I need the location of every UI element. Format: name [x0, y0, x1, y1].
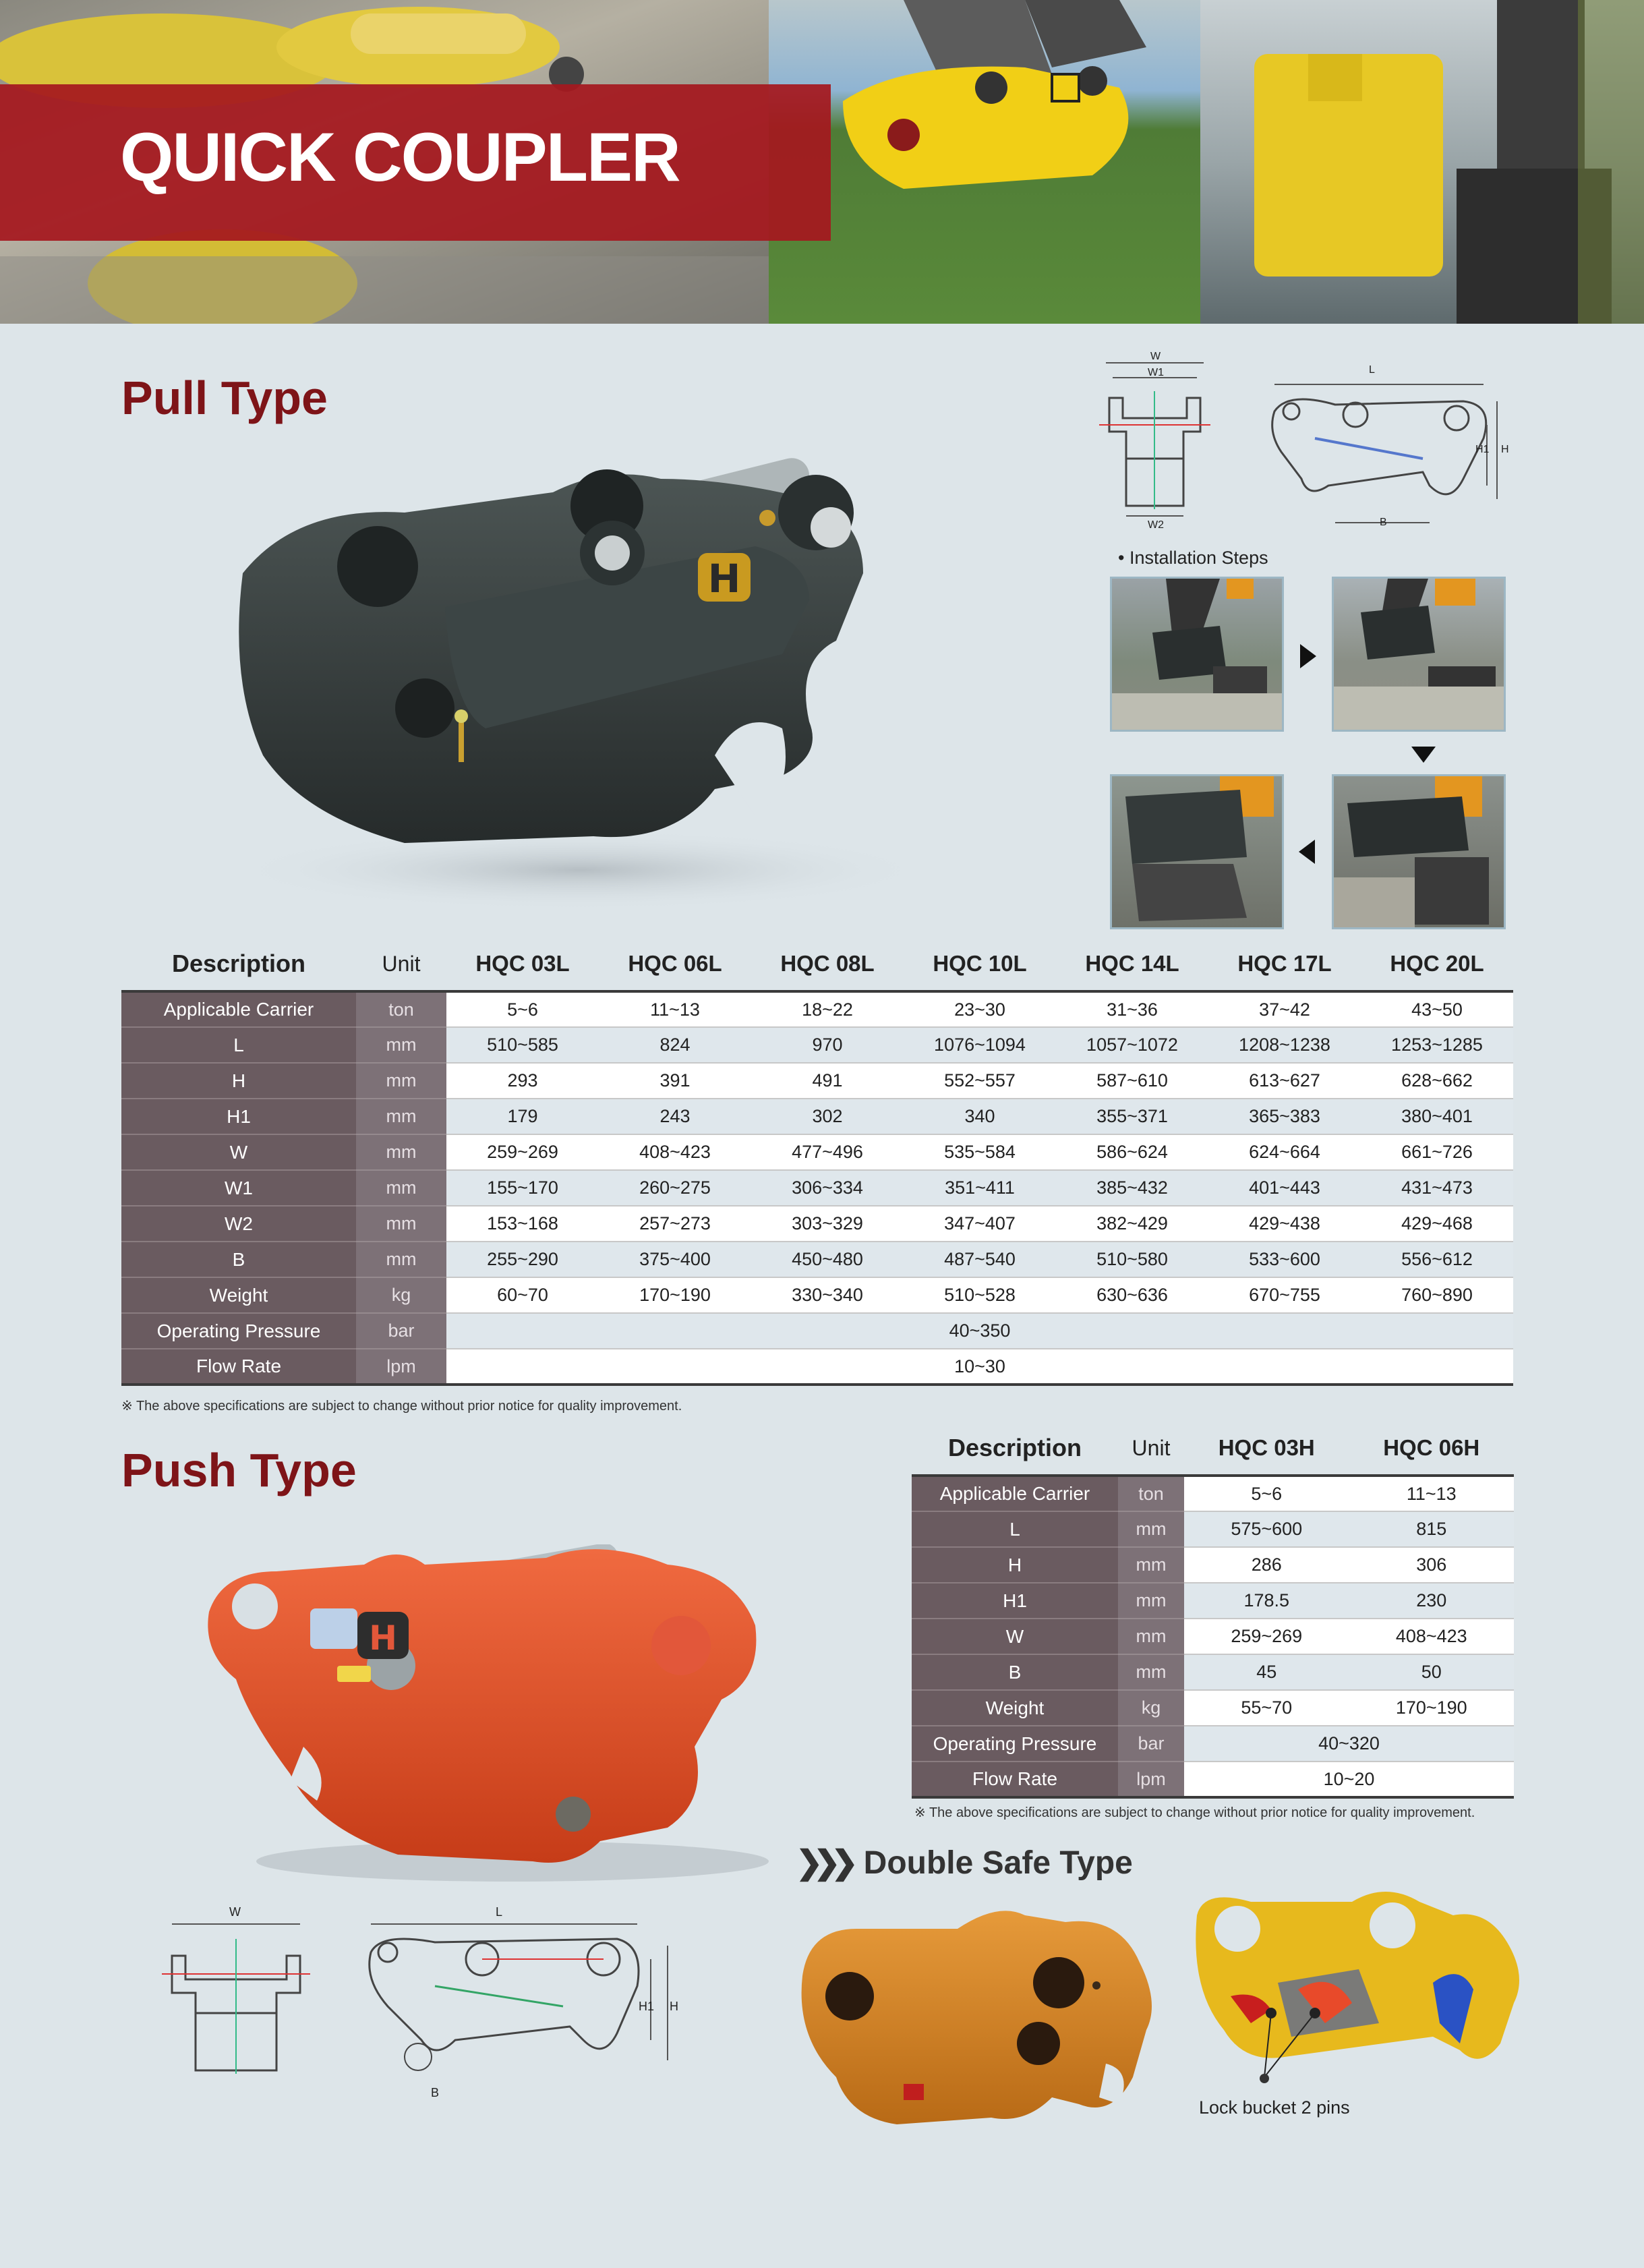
cell-value: 31~36 — [1056, 991, 1208, 1027]
cell-value: 306 — [1349, 1547, 1515, 1583]
cell-value: 55~70 — [1184, 1690, 1349, 1726]
push-dim-l: L — [496, 1905, 503, 1919]
installation-steps-label: • Installation Steps — [1118, 548, 1268, 568]
banner-photo-3 — [1200, 0, 1644, 324]
row-label: W2 — [121, 1206, 356, 1242]
pull-header-model: HQC 10L — [904, 937, 1056, 991]
cell-value: 40~350 — [446, 1313, 1513, 1349]
cell-value: 5~6 — [1184, 1476, 1349, 1511]
cell-value: 10~30 — [446, 1349, 1513, 1385]
cell-value: 302 — [751, 1099, 904, 1134]
cell-value: 1076~1094 — [904, 1027, 1056, 1063]
push-dim-h: H — [670, 2000, 678, 2013]
cell-value: 628~662 — [1361, 1063, 1513, 1099]
cell-value: 477~496 — [751, 1134, 904, 1170]
pull-table-row — [121, 1206, 1513, 1242]
cell-value: 391 — [599, 1063, 751, 1099]
cell-value: 586~624 — [1056, 1134, 1208, 1170]
banner-photo-2 — [769, 0, 1200, 324]
cell-value: 630~636 — [1056, 1277, 1208, 1313]
push-dim-w: W — [229, 1905, 241, 1919]
cell-value: 970 — [751, 1027, 904, 1063]
pull-header-model: HQC 14L — [1056, 937, 1208, 991]
pull-header-model: HQC 03L — [446, 937, 599, 991]
cell-value: 375~400 — [599, 1242, 751, 1277]
triple-chevron-icon: ❯❯❯ — [796, 1845, 849, 1881]
installation-step-2 — [1332, 577, 1506, 732]
pull-header-model: HQC 20L — [1361, 937, 1513, 991]
row-unit: kg — [356, 1277, 446, 1313]
cell-value: 450~480 — [751, 1242, 904, 1277]
cell-value: 535~584 — [904, 1134, 1056, 1170]
pull-header-description: Description — [121, 937, 356, 991]
cell-value: 487~540 — [904, 1242, 1056, 1277]
double-safe-cutaway-image — [1190, 1888, 1527, 2097]
row-unit: lpm — [1118, 1762, 1184, 1797]
cell-value: 355~371 — [1056, 1099, 1208, 1134]
row-unit: ton — [356, 991, 446, 1027]
push-table-row — [912, 1762, 1514, 1797]
row-unit: mm — [356, 1099, 446, 1134]
pull-dim-b: B — [1380, 517, 1387, 528]
cell-value: 429~438 — [1208, 1206, 1361, 1242]
pull-dim-h: H — [1501, 444, 1509, 455]
push-table-row — [912, 1726, 1514, 1762]
pull-spec-note: ※ The above specifications are subject to change without prior notice for quality improvement. — [121, 1399, 682, 1414]
pull-header-model: HQC 06L — [599, 937, 751, 991]
cell-value: 1253~1285 — [1361, 1027, 1513, 1063]
cell-value: 40~320 — [1184, 1726, 1514, 1762]
svg-text:H: H — [707, 556, 741, 602]
cell-value: 243 — [599, 1099, 751, 1134]
cell-value: 11~13 — [1349, 1476, 1515, 1511]
pull-header-unit: Unit — [356, 937, 446, 991]
cell-value: 431~473 — [1361, 1170, 1513, 1206]
cell-value: 401~443 — [1208, 1170, 1361, 1206]
push-header-model: HQC 03H — [1184, 1422, 1349, 1476]
cell-value: 1057~1072 — [1056, 1027, 1208, 1063]
cell-value: 408~423 — [1349, 1619, 1515, 1654]
cell-value: 587~610 — [1056, 1063, 1208, 1099]
cell-value: 575~600 — [1184, 1511, 1349, 1547]
cell-value: 510~580 — [1056, 1242, 1208, 1277]
row-label: Weight — [912, 1690, 1118, 1726]
row-unit: mm — [356, 1027, 446, 1063]
push-table-row — [912, 1547, 1514, 1583]
row-label: W1 — [121, 1170, 356, 1206]
pull-table-row — [121, 1277, 1513, 1313]
title-bar — [0, 84, 831, 241]
cell-value: 347~407 — [904, 1206, 1056, 1242]
row-label: L — [912, 1511, 1118, 1547]
row-unit: mm — [1118, 1547, 1184, 1583]
row-label: Applicable Carrier — [121, 991, 356, 1027]
push-table-row — [912, 1654, 1514, 1690]
row-unit: mm — [356, 1242, 446, 1277]
cell-value: 37~42 — [1208, 991, 1361, 1027]
pull-type-product-image — [202, 438, 971, 910]
cell-value: 155~170 — [446, 1170, 599, 1206]
cell-value: 306~334 — [751, 1170, 904, 1206]
row-label: Weight — [121, 1277, 356, 1313]
push-type-product-image — [196, 1544, 789, 1882]
cell-value: 170~190 — [1349, 1690, 1515, 1726]
row-label: W — [912, 1619, 1118, 1654]
cell-value: 1208~1238 — [1208, 1027, 1361, 1063]
push-spec-note: ※ The above specifications are subject to change without prior notice for quality improvement. — [914, 1805, 1475, 1820]
cell-value: 556~612 — [1361, 1242, 1513, 1277]
cell-value: 179 — [446, 1099, 599, 1134]
row-unit: lpm — [356, 1349, 446, 1385]
pull-front-diagram — [1086, 351, 1221, 533]
cell-value: 45 — [1184, 1654, 1349, 1690]
pull-dim-w1: W1 — [1148, 367, 1164, 378]
cell-value: 18~22 — [751, 991, 904, 1027]
double-safe-title-text: Double Safe Type — [863, 1845, 1133, 1881]
push-spec-table — [912, 1422, 1514, 1799]
svg-text:H: H — [369, 1619, 397, 1658]
pull-dim-w: W — [1150, 351, 1161, 362]
pull-table-row — [121, 1242, 1513, 1277]
row-unit: mm — [1118, 1583, 1184, 1619]
cell-value: 260~275 — [599, 1170, 751, 1206]
row-label: W — [121, 1134, 356, 1170]
pull-table-row — [121, 1134, 1513, 1170]
push-table-row — [912, 1583, 1514, 1619]
row-label: Flow Rate — [121, 1349, 356, 1385]
cell-value: 255~290 — [446, 1242, 599, 1277]
cell-value: 340 — [904, 1099, 1056, 1134]
cell-value: 760~890 — [1361, 1277, 1513, 1313]
pull-table-row — [121, 1313, 1513, 1349]
page-title: QUICK COUPLER — [120, 119, 680, 196]
row-label: Flow Rate — [912, 1762, 1118, 1797]
push-dim-b: B — [431, 2086, 440, 2099]
cell-value: 10~20 — [1184, 1762, 1514, 1797]
cell-value: 351~411 — [904, 1170, 1056, 1206]
cell-value: 385~432 — [1056, 1170, 1208, 1206]
row-unit: mm — [1118, 1619, 1184, 1654]
push-dim-h1: H1 — [639, 2000, 655, 2013]
cell-value: 257~273 — [599, 1206, 751, 1242]
push-header-model: HQC 06H — [1349, 1422, 1515, 1476]
cell-value: 23~30 — [904, 991, 1056, 1027]
cell-value: 11~13 — [599, 991, 751, 1027]
double-safe-product-image — [796, 1902, 1173, 2145]
cell-value: 429~468 — [1361, 1206, 1513, 1242]
cell-value: 613~627 — [1208, 1063, 1361, 1099]
cell-value: 670~755 — [1208, 1277, 1361, 1313]
cell-value: 380~401 — [1361, 1099, 1513, 1134]
cell-value: 43~50 — [1361, 991, 1513, 1027]
cell-value: 330~340 — [751, 1277, 904, 1313]
push-header-description: Description — [912, 1422, 1118, 1476]
cell-value: 60~70 — [446, 1277, 599, 1313]
pull-table-row — [121, 1063, 1513, 1099]
push-table-header-row — [912, 1422, 1514, 1476]
cell-value: 510~585 — [446, 1027, 599, 1063]
cell-value: 365~383 — [1208, 1099, 1361, 1134]
row-label: H1 — [912, 1583, 1118, 1619]
cell-value: 50 — [1349, 1654, 1515, 1690]
pull-dim-h1: H1 — [1475, 444, 1490, 455]
row-label: H — [912, 1547, 1118, 1583]
cell-value: 5~6 — [446, 991, 599, 1027]
pull-table-row — [121, 1027, 1513, 1063]
cell-value: 178.5 — [1184, 1583, 1349, 1619]
row-unit: mm — [1118, 1654, 1184, 1690]
double-safe-title — [796, 1844, 1133, 1882]
pull-table-row — [121, 1170, 1513, 1206]
cell-value: 624~664 — [1208, 1134, 1361, 1170]
cell-value: 293 — [446, 1063, 599, 1099]
pull-table-row — [121, 1099, 1513, 1134]
cell-value: 259~269 — [446, 1134, 599, 1170]
push-table-row — [912, 1511, 1514, 1547]
push-table-row — [912, 1619, 1514, 1654]
header-banner — [0, 0, 1644, 324]
installation-step-1 — [1110, 577, 1284, 732]
installation-step-4 — [1110, 774, 1284, 929]
push-side-diagram — [361, 1905, 684, 2101]
pull-spec-table — [121, 937, 1513, 1386]
row-label: H — [121, 1063, 356, 1099]
pull-table-row — [121, 991, 1513, 1027]
push-table-row — [912, 1690, 1514, 1726]
row-unit: mm — [356, 1170, 446, 1206]
cell-value: 259~269 — [1184, 1619, 1349, 1654]
row-unit: mm — [356, 1063, 446, 1099]
cell-value: 824 — [599, 1027, 751, 1063]
row-unit: ton — [1118, 1476, 1184, 1511]
pull-dim-l: L — [1369, 364, 1375, 376]
pull-table-header-row — [121, 937, 1513, 991]
row-unit: mm — [1118, 1511, 1184, 1547]
row-label: B — [912, 1654, 1118, 1690]
step-arrow-down — [1411, 747, 1436, 763]
row-label: Operating Pressure — [121, 1313, 356, 1349]
row-label: L — [121, 1027, 356, 1063]
cell-value: 286 — [1184, 1547, 1349, 1583]
step-arrow-left — [1299, 840, 1315, 864]
pull-table-row — [121, 1349, 1513, 1385]
lock-pins-label: Lock bucket 2 pins — [1199, 2097, 1350, 2118]
push-type-title: Push Type — [121, 1444, 357, 1496]
row-unit: bar — [356, 1313, 446, 1349]
row-unit: mm — [356, 1134, 446, 1170]
pull-type-title: Pull Type — [121, 372, 328, 424]
cell-value: 552~557 — [904, 1063, 1056, 1099]
pull-header-model: HQC 08L — [751, 937, 904, 991]
cell-value: 533~600 — [1208, 1242, 1361, 1277]
cell-value: 510~528 — [904, 1277, 1056, 1313]
cell-value: 170~190 — [599, 1277, 751, 1313]
row-label: Operating Pressure — [912, 1726, 1118, 1762]
push-header-unit: Unit — [1118, 1422, 1184, 1476]
cell-value: 408~423 — [599, 1134, 751, 1170]
row-label: Applicable Carrier — [912, 1476, 1118, 1511]
row-label: B — [121, 1242, 356, 1277]
pull-header-model: HQC 17L — [1208, 937, 1361, 991]
row-unit: bar — [1118, 1726, 1184, 1762]
cell-value: 303~329 — [751, 1206, 904, 1242]
cell-value: 382~429 — [1056, 1206, 1208, 1242]
cell-value: 230 — [1349, 1583, 1515, 1619]
cell-value: 661~726 — [1361, 1134, 1513, 1170]
cell-value: 491 — [751, 1063, 904, 1099]
push-table-row — [912, 1476, 1514, 1511]
row-unit: mm — [356, 1206, 446, 1242]
row-label: H1 — [121, 1099, 356, 1134]
installation-step-3 — [1332, 774, 1506, 929]
cell-value: 815 — [1349, 1511, 1515, 1547]
push-front-diagram — [155, 1905, 317, 2081]
pull-dim-w2: W2 — [1148, 519, 1164, 531]
cell-value: 153~168 — [446, 1206, 599, 1242]
step-arrow-right — [1300, 644, 1316, 668]
row-unit: kg — [1118, 1690, 1184, 1726]
pull-side-diagram — [1261, 364, 1531, 533]
